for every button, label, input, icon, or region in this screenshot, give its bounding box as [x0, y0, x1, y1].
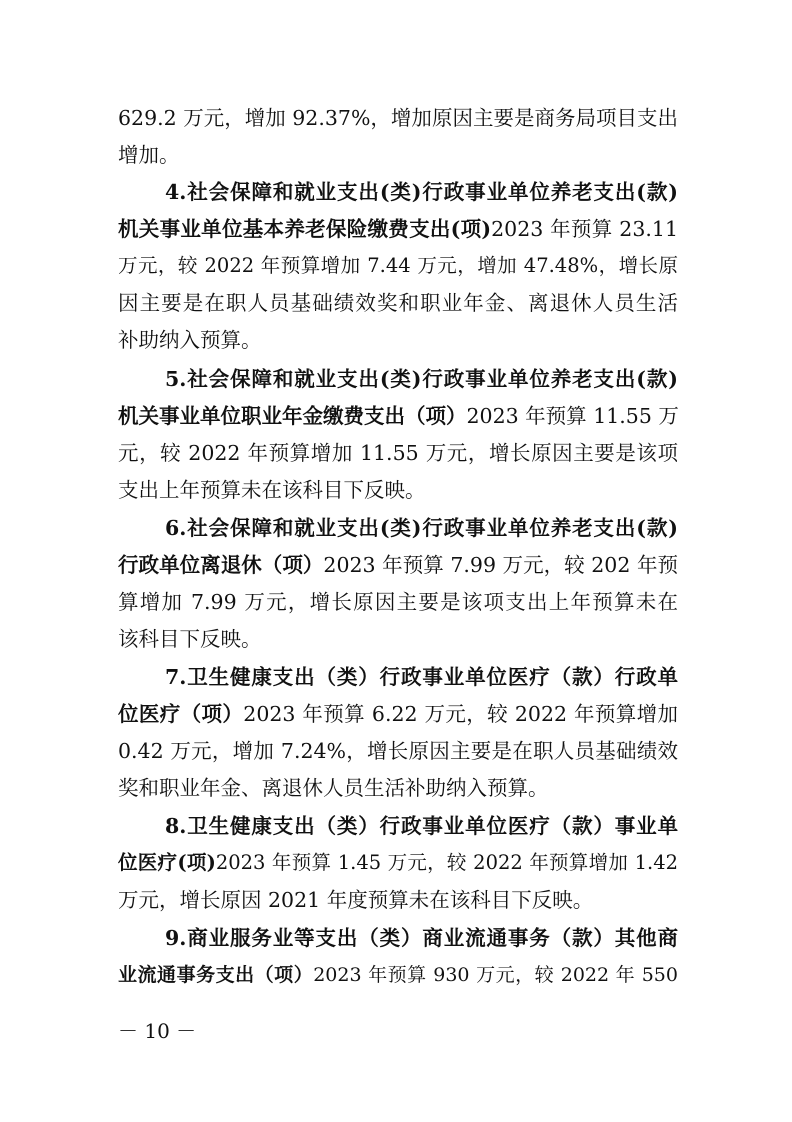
body-text-line: 0.42 万元，增加 7.24%，增长原因主要是在职人员基础绩效: [118, 739, 678, 763]
body-text-line: 补助纳入预算。: [118, 328, 262, 352]
body-text-line: 机关事业单位职业年金缴费支出（项）2023 年预算 11.55 万: [118, 404, 679, 428]
page-number: － 10 －: [118, 1019, 197, 1043]
body-text-line: 业流通事务支出（项）2023 年预算 930 万元，较 2022 年 550: [118, 964, 678, 986]
body-text-line: 因主要是在职人员基础绩效奖和职业年金、离退休人员生活: [118, 291, 678, 315]
section-8-heading: 8.卫生健康支出（类）行政事业单位医疗（款）事业单: [165, 814, 678, 838]
body-text-line: 该科目下反映。: [118, 627, 262, 651]
body-text-line: 元，较 2022 年预算增加 11.55 万元，增长原因主要是该项: [118, 441, 678, 465]
body-text-line: 行政单位离退休（项）2023 年预算 7.99 万元，较 202 年预: [118, 553, 678, 577]
body-text-line: 629.2 万元，增加 92.37%，增加原因主要是商务局项目支出: [118, 106, 678, 130]
body-text-line: 位医疗（项）2023 年预算 6.22 万元，较 2022 年预算增加: [118, 702, 678, 726]
body-text-line: 支出上年预算未在该科目下反映。: [118, 478, 426, 502]
section-7-heading: 7.卫生健康支出（类）行政事业单位医疗（款）行政单: [165, 665, 678, 689]
body-text-line: 万元，增长原因 2021 年度预算未在该科目下反映。: [118, 888, 594, 912]
body-text-line: 算增加 7.99 万元，增长原因主要是该项支出上年预算未在: [118, 590, 678, 614]
section-5-heading: 5.社会保障和就业支出(类)行政事业单位养老支出(款): [165, 367, 678, 391]
body-text-line: 机关事业单位基本养老保险缴费支出(项)2023 年预算 23.11: [118, 217, 678, 241]
body-text-line: 增加。: [118, 143, 180, 167]
body-text-line: 万元，较 2022 年预算增加 7.44 万元，增加 47.48%，增长原: [118, 254, 678, 277]
body-text-line: 奖和职业年金、离退休人员生活补助纳入预算。: [118, 776, 549, 800]
body-text-line: 位医疗(项)2023 年预算 1.45 万元，较 2022 年预算增加 1.42: [118, 851, 679, 874]
section-9-heading: 9.商业服务业等支出（类）商业流通事务（款）其他商: [165, 926, 678, 950]
section-4-heading: 4.社会保障和就业支出(类)行政事业单位养老支出(款): [165, 180, 678, 204]
section-6-heading: 6.社会保障和就业支出(类)行政事业单位养老支出(款): [165, 516, 678, 540]
